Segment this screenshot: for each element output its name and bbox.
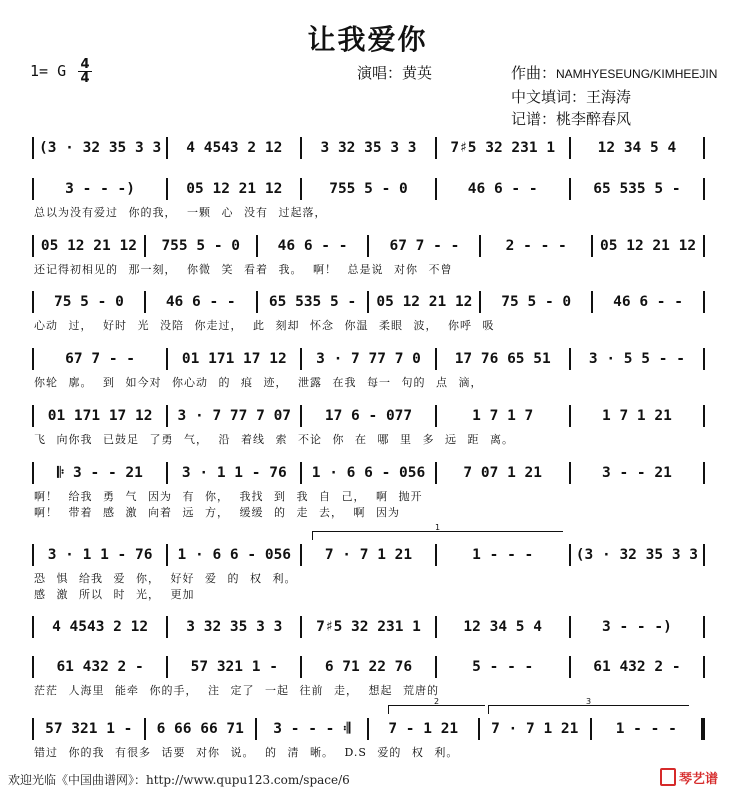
barline xyxy=(703,178,705,200)
footer-text[interactable]: 欢迎光临《中国曲谱网》：http://www.qupu123.com/space/6 xyxy=(8,773,350,787)
measure: 4 4543 2 12 xyxy=(52,619,149,635)
volta-bracket xyxy=(312,523,563,540)
barline xyxy=(300,137,302,159)
barline xyxy=(703,616,705,638)
measure: 3 - - -) xyxy=(65,181,136,197)
barline xyxy=(569,178,571,200)
measure: 65 535 5 - xyxy=(268,294,357,310)
measure: 61 432 2 - xyxy=(56,659,144,675)
lyrics-line-1: 错过 你的我 有很多 话要 对你 说。 的 清 晰。 D.S 爱的 权 利。 xyxy=(34,746,459,759)
singer-credit: 演唱：黄英 xyxy=(357,64,433,82)
measure: 46 6 - - xyxy=(165,294,236,310)
lyrics-line-2: 感 激 所以 时 光， 更加 xyxy=(34,588,195,601)
notes-line xyxy=(30,346,707,372)
barline xyxy=(435,656,437,678)
barline xyxy=(435,405,437,427)
measure: 7♯5 32 231 1 xyxy=(450,140,556,156)
measure: 4 4543 2 12 xyxy=(186,140,283,156)
measure: 01 171 17 12 xyxy=(47,408,153,424)
barline xyxy=(591,235,593,257)
barline xyxy=(300,462,302,484)
measure: 1 - - - xyxy=(472,547,534,563)
measure: 1 · 6 6 - 056 xyxy=(177,547,292,563)
measure: (3 · 32 35 3 3 xyxy=(38,140,162,156)
lyrics-line-1: 恐 惧 给我 爱 你， 好好 爱 的 权 利。 xyxy=(34,572,297,585)
site-logo[interactable] xyxy=(660,768,718,787)
barline xyxy=(166,405,168,427)
barline xyxy=(703,405,705,427)
measure: 3 · 1 1 - 76 xyxy=(47,547,153,563)
notes-line xyxy=(30,460,707,486)
transcriber-credit: 记谱：桃李醉春风 xyxy=(511,110,632,128)
composer-name: NAMHYESEUNG/KIMHEEJIN xyxy=(556,67,718,81)
measure: 3 - - -) xyxy=(601,619,672,635)
measure: 67 7 - - xyxy=(389,238,460,254)
barline xyxy=(569,348,571,370)
lyrics-line-1: 心动 过， 好时 光 没陪 你走过， 此 刻却 怀念 你温 柔眼 波， 你呼 吸 xyxy=(34,319,495,332)
barline xyxy=(300,178,302,200)
barline xyxy=(435,616,437,638)
measure: 05 12 21 12 xyxy=(600,238,697,254)
measure: 1 7 1 21 xyxy=(601,408,672,424)
measure: 5 - - - xyxy=(472,659,534,675)
measure: 46 6 - - xyxy=(467,181,538,197)
score-row xyxy=(0,346,735,402)
measure: 7 07 1 21 xyxy=(463,465,542,481)
barline xyxy=(300,616,302,638)
time-signature-bottom: 4 xyxy=(78,71,92,85)
measure: 3 - - 21 xyxy=(601,465,672,481)
measure: 67 7 - - xyxy=(65,351,136,367)
barline xyxy=(144,291,146,313)
barline xyxy=(703,235,705,257)
barline xyxy=(703,137,705,159)
barline xyxy=(144,235,146,257)
measure: 7♯5 32 231 1 xyxy=(316,619,421,635)
barline xyxy=(166,656,168,678)
lyrics-line-1: 总以为没有爱过 你的我， 一颗 心 没有 过起落， xyxy=(34,206,327,219)
barline xyxy=(144,718,146,740)
measure: 65 535 5 - xyxy=(593,181,681,197)
barline xyxy=(367,291,369,313)
notes-line xyxy=(30,403,707,429)
barline xyxy=(703,291,705,313)
notes-line xyxy=(30,176,707,202)
measure: 17 76 65 51 xyxy=(454,351,551,367)
measure: 12 34 5 4 xyxy=(597,140,677,156)
notes-line xyxy=(30,233,707,259)
barline xyxy=(32,718,34,740)
barline xyxy=(435,544,437,566)
measure: (3 · 32 35 3 3 xyxy=(575,547,699,563)
notes-line xyxy=(30,542,707,568)
time-signature xyxy=(78,58,92,85)
composer-credit xyxy=(511,62,717,83)
volta-number: 3 xyxy=(586,697,592,706)
barline xyxy=(367,235,369,257)
barline xyxy=(166,616,168,638)
measure: 7 · 7 1 21 xyxy=(491,721,579,737)
volta-number: 2 xyxy=(434,697,440,706)
barline xyxy=(32,291,34,313)
barline xyxy=(569,544,571,566)
notes-line xyxy=(30,135,707,161)
measure: 3 · 7 77 7 0 xyxy=(316,351,421,367)
measure: 6 71 22 76 xyxy=(324,659,413,675)
barline xyxy=(300,656,302,678)
key-signature: 1= G xyxy=(30,62,67,80)
barline xyxy=(166,178,168,200)
notes-line xyxy=(30,614,707,640)
measure: 3 - - - 𝄇 xyxy=(273,721,351,737)
notes-line xyxy=(30,289,707,315)
barline xyxy=(479,291,481,313)
measure: 3 · 7 77 7 07 xyxy=(177,408,292,424)
barline xyxy=(703,544,705,566)
measure: 755 5 - 0 xyxy=(329,181,408,197)
score-row xyxy=(0,542,735,601)
score-row xyxy=(0,403,735,459)
lyricist-credit: 中文填词：王海涛 xyxy=(511,88,632,106)
notes-line xyxy=(30,654,707,680)
barline xyxy=(435,348,437,370)
measure: 05 12 21 12 xyxy=(376,294,473,310)
barline xyxy=(367,718,369,740)
barline xyxy=(701,718,705,740)
lyrics-line-2: 啊！ 带着 感 激 向着 远 方， 缓缓 的 走 去， 啊 因为 xyxy=(34,506,400,519)
volta-bracket xyxy=(488,697,689,714)
barline xyxy=(166,544,168,566)
measure: 755 5 - 0 xyxy=(161,238,241,254)
time-signature-top: 4 xyxy=(80,57,90,72)
measure: 3 · 1 1 - 76 xyxy=(181,465,287,481)
measure: 61 432 2 - xyxy=(593,659,681,675)
barline xyxy=(435,462,437,484)
logo-text: 琴艺谱 xyxy=(679,772,719,787)
barline xyxy=(32,348,34,370)
barline xyxy=(300,544,302,566)
lyrics-line-1: 你轮 廓。 到 如今对 你心动 的 痕 迹， 泄露 在我 每一 句的 点 滴， xyxy=(34,376,483,389)
barline xyxy=(255,718,257,740)
lyrics-line-1: 茫茫 人海里 能牵 你的手， 注 定了 一起 往前 走， 想起 荒唐的 xyxy=(34,684,439,697)
barline xyxy=(569,462,571,484)
barline xyxy=(703,656,705,678)
barline xyxy=(300,348,302,370)
measure: 7 - 1 21 xyxy=(388,721,459,737)
logo-icon xyxy=(660,768,676,786)
measure: 1 · 6 6 - 056 xyxy=(311,465,426,481)
lyrics-line-1: 啊！ 给我 勇 气 因为 有 你， 我找 到 我 自 己， 啊 抛开 xyxy=(34,490,423,503)
volta-bracket xyxy=(388,697,485,714)
barline xyxy=(569,405,571,427)
score-row xyxy=(0,654,735,710)
measure: 57 321 1 - xyxy=(45,721,133,737)
barline xyxy=(32,405,34,427)
lyrics-line-1: 飞 向你我 已鼓足 了勇 气， 沿 着线 索 不论 你 在 哪 里 多 远 距 离。 xyxy=(34,433,514,446)
barline xyxy=(166,137,168,159)
score-row xyxy=(0,289,735,345)
volta-number: 1 xyxy=(435,523,441,532)
lyrics-line-1: 还记得初相见的 那一刻， 你微 笑 看着 我。 啊！ 总是说 对你 不曾 xyxy=(34,263,453,276)
notes-line xyxy=(30,716,707,742)
barline xyxy=(256,235,258,257)
barline xyxy=(166,348,168,370)
barline xyxy=(479,235,481,257)
measure: 1 - - - xyxy=(615,721,677,737)
measure: 75 5 - 0 xyxy=(53,294,124,310)
barline xyxy=(435,137,437,159)
measure: 01 171 17 12 xyxy=(181,351,287,367)
barline xyxy=(703,348,705,370)
barline xyxy=(435,178,437,200)
barline xyxy=(300,405,302,427)
barline xyxy=(569,616,571,638)
measure: 46 6 - - xyxy=(277,238,348,254)
barline xyxy=(569,656,571,678)
barline xyxy=(591,291,593,313)
measure: 3 32 35 3 3 xyxy=(186,619,283,635)
barline xyxy=(256,291,258,313)
measure: 7 · 7 1 21 xyxy=(324,547,413,563)
measure: 3 32 35 3 3 xyxy=(320,140,417,156)
song-title: 让我爱你 xyxy=(307,23,428,56)
barline xyxy=(569,137,571,159)
barline xyxy=(703,462,705,484)
barline xyxy=(32,616,34,638)
measure: 05 12 21 12 xyxy=(186,181,283,197)
measure: 6 66 66 71 xyxy=(156,721,244,737)
barline xyxy=(32,178,34,200)
measure: 17 6 - 077 xyxy=(324,408,413,424)
barline xyxy=(32,656,34,678)
barline xyxy=(32,544,34,566)
measure: 1 7 1 7 xyxy=(472,408,534,424)
barline xyxy=(478,718,480,740)
barline xyxy=(590,718,592,740)
barline xyxy=(32,137,34,159)
measure: 46 6 - - xyxy=(613,294,683,310)
composer-label: 作曲： xyxy=(511,64,557,82)
measure: 3 · 5 5 - - xyxy=(588,351,685,367)
measure: 05 12 21 12 xyxy=(40,238,137,254)
barline xyxy=(32,235,34,257)
measure: 2 - - - xyxy=(505,238,567,254)
measure: 𝄆 3 - - 21 xyxy=(57,465,143,481)
measure: 75 5 - 0 xyxy=(501,294,572,310)
barline xyxy=(166,462,168,484)
barline xyxy=(32,462,34,484)
measure: 12 34 5 4 xyxy=(463,619,542,635)
score-row xyxy=(0,176,735,232)
score-row xyxy=(0,716,735,772)
measure: 57 321 1 - xyxy=(190,659,278,675)
score-row xyxy=(0,460,735,519)
score-row xyxy=(0,233,735,289)
